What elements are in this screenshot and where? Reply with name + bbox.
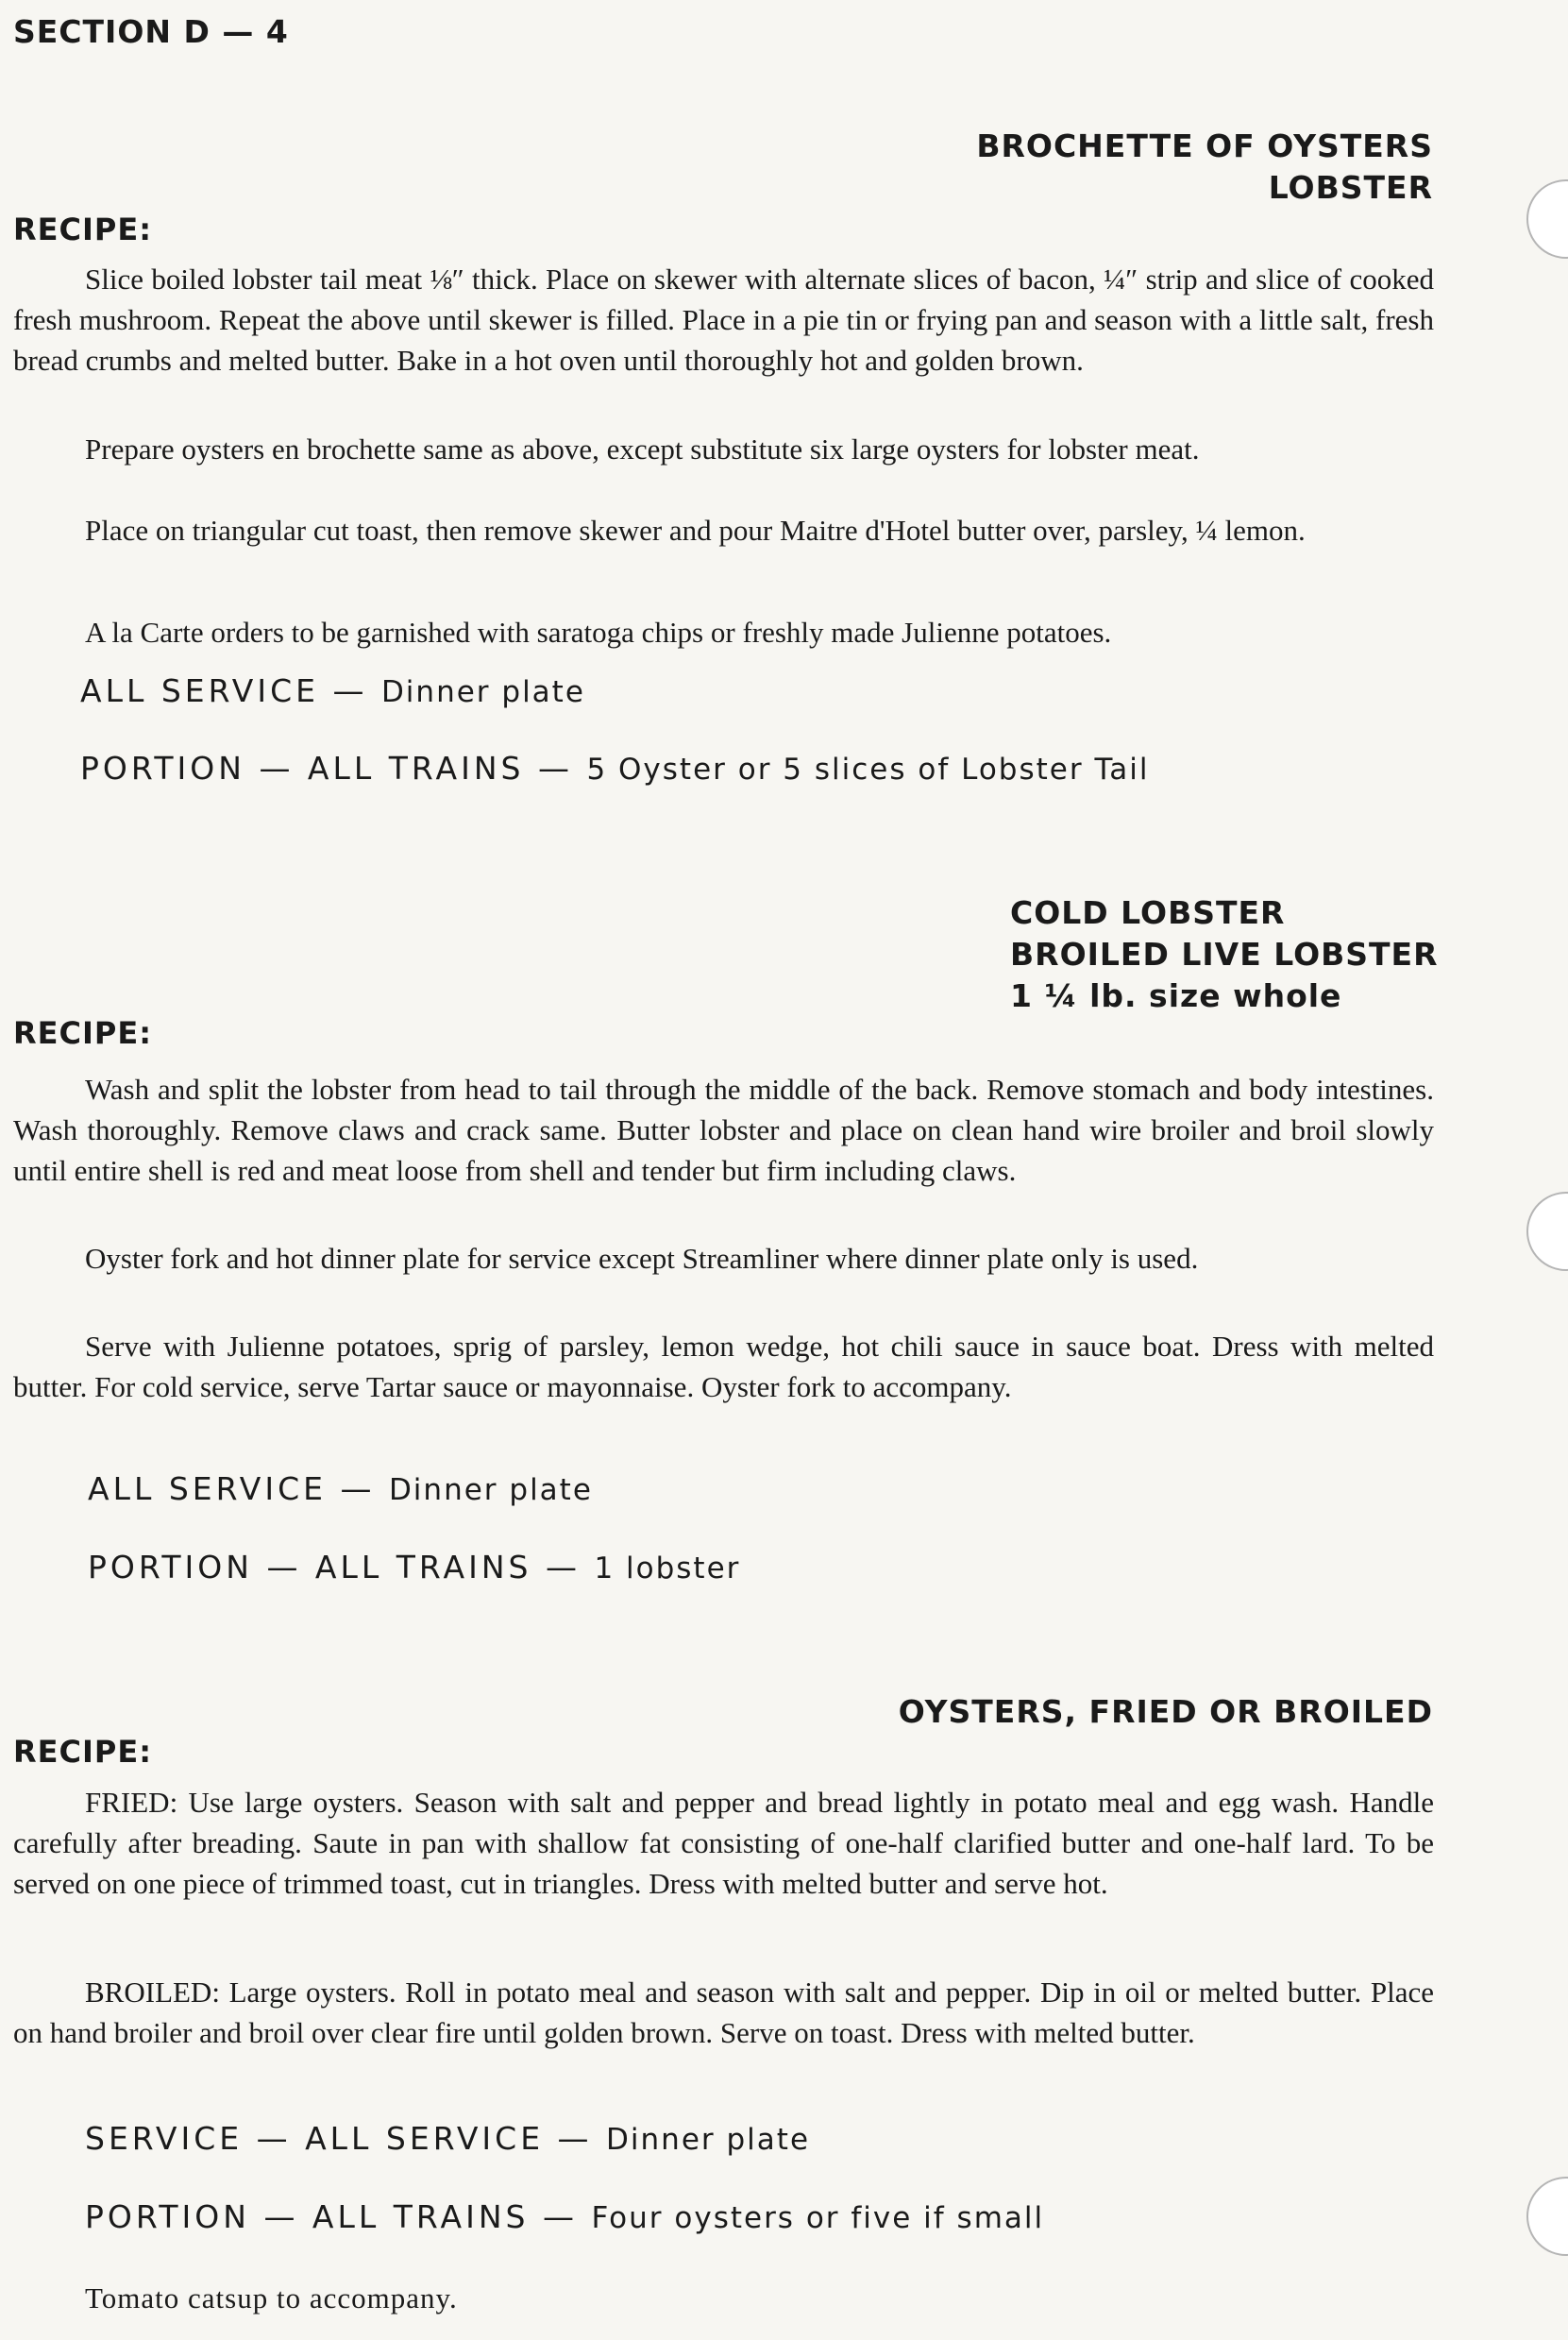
paragraph-text: Serve with Julienne potatoes, sprig of parsley, lemon wedge, hot chili sauce in sauce boat. Dress with melted butter. For cold service, serve Tartar sauce or mayonnaise. Oyster fork to accompany.: [13, 1330, 1434, 1403]
recipe-paragraph: [13, 510, 1434, 551]
service-line: [80, 672, 585, 709]
recipe-label: RECIPE:: [13, 1015, 152, 1051]
title-line: LOBSTER: [1268, 169, 1433, 206]
title-line: BROILED LIVE LOBSTER: [1010, 936, 1439, 973]
recipe-paragraph: [13, 1972, 1434, 2053]
service-value: Dinner plate: [380, 675, 585, 709]
recipe-title-lobster: [1010, 892, 1439, 1017]
paragraph-text: Prepare oysters en brochette same as above, except substitute six large oysters for lobster meat.: [85, 432, 1200, 466]
service-line: [85, 2120, 810, 2157]
portion-line: [85, 2198, 1044, 2235]
service-value: Dinner plate: [606, 2123, 811, 2157]
paragraph-text: FRIED: Use large oysters. Season with salt and pepper and bread lightly in potato meal and egg wash. Handle carefully after breading. Saute in pan with shallow fat consisting of one-half clarified butter and one-half lard. To be served on one piece of trimmed toast, cut in triangles. Dress with melted butter and serve hot.: [13, 1786, 1434, 1900]
title-line: COLD LOBSTER: [1010, 894, 1286, 931]
service-label: SERVICE — ALL SERVICE —: [85, 2120, 607, 2157]
recipe-paragraph: [13, 259, 1434, 381]
recipe-paragraph: [13, 1326, 1434, 1407]
title-line: BROCHETTE OF OYSTERS: [976, 127, 1433, 164]
recipe-paragraph: [13, 1069, 1434, 1191]
recipe-title-brochette: [976, 126, 1433, 209]
portion-value: Four oysters or five if small: [591, 2201, 1045, 2235]
recipe-label: RECIPE:: [13, 1734, 152, 1770]
paragraph-text: Oyster fork and hot dinner plate for service except Streamliner where dinner plate only is used.: [85, 1242, 1199, 1275]
title-line: 1 ¼ lb. size whole: [1010, 977, 1342, 1014]
recipe-paragraph: [13, 1782, 1434, 1904]
punch-hole: [1526, 179, 1568, 259]
punch-hole: [1526, 1192, 1568, 1271]
portion-value: 5 Oyster or 5 slices of Lobster Tail: [586, 753, 1150, 787]
punch-hole: [1526, 2177, 1568, 2256]
title-line: OYSTERS, FRIED OR BROILED: [898, 1693, 1433, 1730]
paragraph-text: Wash and split the lobster from head to tail through the middle of the back. Remove stomach and body intestines. Wash thoroughly. Remove claws and crack same. Butter lobster and place on clean hand wire broiler and broil slowly until entire shell is red and meat loose from shell and tender but firm including claws.: [13, 1073, 1434, 1187]
recipe-title-oysters: [899, 1691, 1433, 1733]
paragraph-text: BROILED: Large oysters. Roll in potato meal and season with salt and pepper. Dip in oil or melted butter. Place on hand broiler and broil over clear fire until golden brown. Serve on toast. Dress with melted butter.: [13, 1975, 1434, 2049]
footer-note: [13, 2278, 1434, 2318]
paragraph-text: Place on triangular cut toast, then remove skewer and pour Maitre d'Hotel butter over, parsley, ¼ lemon.: [85, 514, 1306, 547]
portion-label: PORTION — ALL TRAINS —: [80, 750, 587, 787]
paragraph-text: Slice boiled lobster tail meat ⅛″ thick. Place on skewer with alternate slices of bacon, ¼″ strip and slice of cooked fresh mushroom. Repeat the above until skewer is filled. Place in a pie tin or frying pan and season with a little salt, fresh bread crumbs and melted butter. Bake in a hot oven until thoroughly hot and golden brown.: [13, 263, 1434, 377]
recipe-paragraph: [13, 429, 1434, 469]
service-value: Dinner plate: [388, 1473, 593, 1507]
portion-line: [88, 1549, 740, 1585]
service-label: ALL SERVICE —: [88, 1470, 389, 1507]
recipe-paragraph: [13, 612, 1434, 653]
service-line: [88, 1470, 593, 1507]
section-header: SECTION D — 4: [13, 13, 289, 50]
footer-note-text: Tomato catsup to accompany.: [85, 2281, 458, 2315]
recipe-paragraph: [13, 1238, 1434, 1279]
service-label: ALL SERVICE —: [80, 672, 381, 709]
portion-label: PORTION — ALL TRAINS —: [85, 2198, 592, 2235]
recipe-label: RECIPE:: [13, 212, 152, 247]
portion-line: [80, 750, 1150, 787]
paragraph-text: A la Carte orders to be garnished with saratoga chips or freshly made Julienne potatoes.: [85, 616, 1112, 649]
portion-label: PORTION — ALL TRAINS —: [88, 1549, 595, 1585]
portion-value: 1 lobster: [594, 1552, 741, 1585]
